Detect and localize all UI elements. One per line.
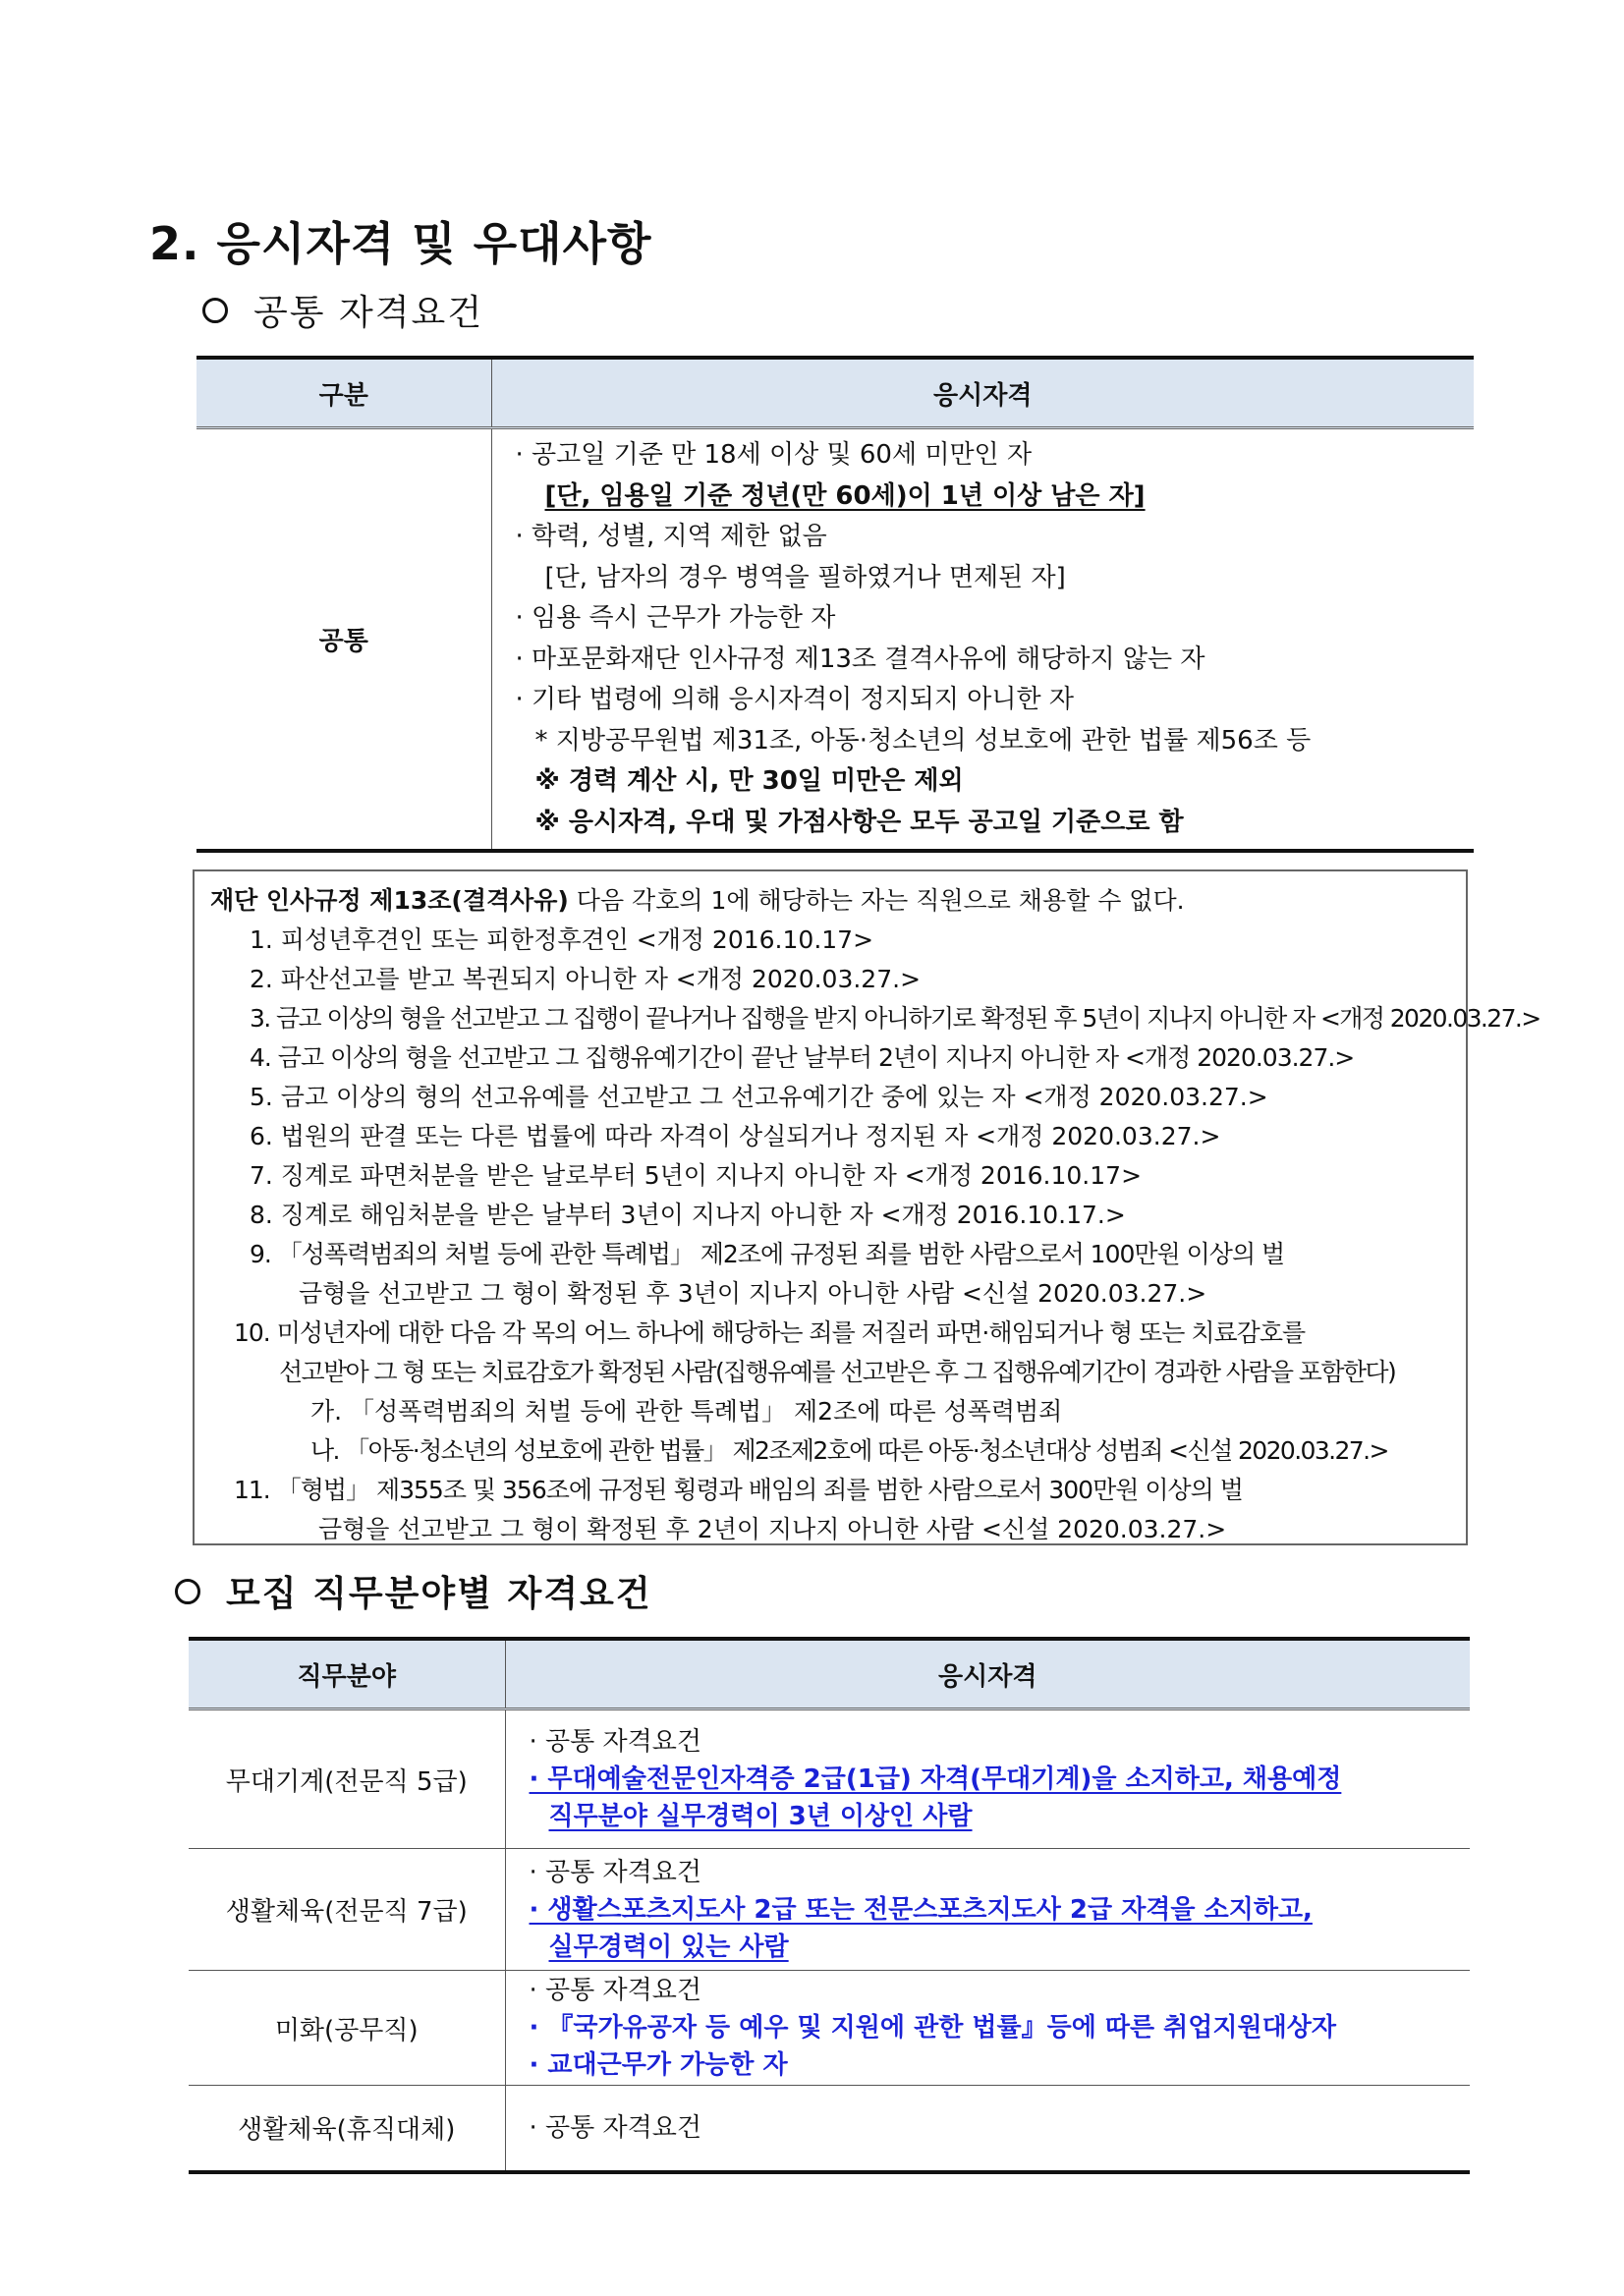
- table-row: [189, 1709, 1470, 1849]
- requirement-line: · 교대근무가 가능한 자: [529, 2050, 788, 2080]
- list-subitem: 가. 「성폭력범죄의 처벌 등에 관한 특례법」 제2조에 따른 성폭력범죄: [310, 1397, 1063, 1426]
- qualification-cell: [505, 1971, 1470, 2086]
- section-heading: 2. 응시자격 및 우대사항: [149, 217, 652, 270]
- requirement-line: · 공고일 기준 만 18세 이상 및 60세 미만인 자: [515, 440, 1033, 470]
- list-item: 4. 금고 이상의 형을 선고받고 그 집행유예기간이 끝난 날부터 2년이 지나지 아니한 자 <개정 2020.03.27.>: [250, 1043, 1355, 1072]
- list-item: 6. 법원의 판결 또는 다른 법률에 따라 자격이 상실되거나 정지된 자 <개정 2020.03.27.>: [250, 1122, 1221, 1150]
- requirement-note: * 지방공무원법 제31조, 아동·청소년의 성보호에 관한 법률 제56조 등: [534, 725, 1312, 756]
- list-item: 1. 피성년후견인 또는 피한정후견인 <개정 2016.10.17>: [250, 925, 874, 954]
- table-row: [189, 2086, 1470, 2172]
- job-field-cell: 생활체육(휴직대체): [189, 2086, 505, 2172]
- requirement-line: · 마포문화재단 인사규정 제13조 결격사유에 해당하지 않는 자: [515, 644, 1205, 674]
- requirement-line: · 『국가유공자 등 예우 및 지원에 관한 법률』등에 따른 취업지원대상자: [529, 2013, 1336, 2043]
- requirement-line: [단, 임용일 기준 정년(만 60세)이 1년 이상 남은 자]: [544, 480, 1146, 511]
- list-item-continued: 금형을 선고받고 그 형이 확정된 후 3년이 지나지 아니한 사람 <신설 2020.03.27.>: [299, 1279, 1207, 1308]
- requirement-line: · 기타 법령에 의해 응시자격이 정지되지 아니한 자: [515, 685, 1074, 714]
- table-header-row: [189, 1639, 1470, 1709]
- qualification-cell: [505, 2086, 1470, 2172]
- header-job-field: 직무분야: [189, 1639, 505, 1709]
- common-requirements-title-text: 공통 자격요건: [253, 293, 484, 333]
- qualification-cell: [505, 1849, 1470, 1971]
- disqualification-title-rest: 다음 각호의 1에 해당하는 자는 직원으로 채용할 수 없다.: [568, 886, 1185, 915]
- disqualification-title: [210, 881, 1450, 921]
- requirement-line: [단, 남자의 경우 병역을 필하였거나 면제된 자]: [544, 562, 1066, 592]
- list-item: 5. 금고 이상의 형의 선고유예를 선고받고 그 선고유예기간 중에 있는 자 <개정 2020.03.27.>: [250, 1083, 1268, 1111]
- requirement-note: ※ 경력 계산 시, 만 30일 미만은 제외: [534, 766, 964, 796]
- job-requirements-title-text: 모집 직무분야별 자격요건: [226, 1574, 652, 1614]
- requirement-line: · 공통 자격요건: [529, 1727, 701, 1757]
- list-item: 3. 금고 이상의 형을 선고받고 그 집행이 끝나거나 집행을 받지 아니하기로 확정된 후 5년이 지나지 아니한 자 <개정 2020.03.27.>: [250, 1004, 1540, 1033]
- table-header-row: [196, 358, 1474, 428]
- common-requirements-title: [202, 285, 483, 335]
- circle-bullet-icon: [175, 1579, 200, 1604]
- header-category: 구분: [196, 358, 491, 428]
- table-row: [189, 1971, 1470, 2086]
- requirement-line: · 공통 자격요건: [529, 2112, 701, 2143]
- requirement-line: · 공통 자격요건: [529, 1976, 701, 2005]
- list-subitem: 나. 「아동·청소년의 성보호에 관한 법률」 제2조제2호에 따른 아동·청소년대상 성범죄 <신설 2020.03.27.>: [310, 1436, 1388, 1465]
- table-row: [189, 1849, 1470, 1971]
- header-qualification: 응시자격: [505, 1639, 1470, 1709]
- requirement-line: · 공통 자격요건: [529, 1857, 701, 1887]
- list-item: 2. 파산선고를 받고 복권되지 아니한 자 <개정 2020.03.27.>: [250, 965, 922, 993]
- requirement-line: · 임용 즉시 근무가 가능한 자: [515, 603, 836, 633]
- job-requirements-table: [189, 1637, 1470, 2174]
- list-item: 8. 징계로 해임처분을 받은 날부터 3년이 지나지 아니한 자 <개정 2016.10.17.>: [250, 1201, 1126, 1229]
- qualification-cell: [491, 428, 1474, 852]
- qualification-cell: [505, 1709, 1470, 1849]
- requirement-line: · 생활스포츠지도사 2급 또는 전문스포츠지도사 2급 자격을 소지하고,: [529, 1894, 1313, 1925]
- list-item: 10. 미성년자에 대한 다음 각 목의 어느 하나에 해당하는 죄를 저질러 파면·해임되거나 형 또는 치료감호를: [234, 1318, 1306, 1347]
- disqualification-title-bold: 재단 인사규정 제13조(결격사유): [210, 886, 569, 915]
- common-requirements-table: [196, 356, 1474, 853]
- requirement-line: · 무대예술전문인자격증 2급(1급) 자격(무대기계)을 소지하고, 채용예정: [529, 1764, 1342, 1794]
- requirement-line: 직무분야 실무경력이 3년 이상인 사람: [548, 1802, 973, 1831]
- header-qualification: 응시자격: [491, 358, 1474, 428]
- list-item-continued: 금형을 선고받고 그 형이 확정된 후 2년이 지나지 아니한 사람 <신설 2020.03.27.>: [318, 1515, 1227, 1543]
- job-requirements-title: [175, 1566, 652, 1616]
- list-item: 11. 「형법」 제355조 및 356조에 규정된 횡령과 배임의 죄를 범한 사람으로서 300만원 이상의 벌: [234, 1476, 1243, 1504]
- list-item: 9. 「성폭력범죄의 처벌 등에 관한 특례법」 제2조에 규정된 죄를 범한 사람으로서 100만원 이상의 벌: [250, 1240, 1285, 1268]
- requirement-note: ※ 응시자격, 우대 및 가점사항은 모두 공고일 기준으로 함: [534, 807, 1184, 837]
- requirement-line: · 학력, 성별, 지역 제한 없음: [515, 522, 827, 551]
- table-row: [196, 428, 1474, 852]
- job-field-cell: 미화(공무직): [189, 1971, 505, 2086]
- circle-bullet-icon: [202, 298, 228, 323]
- job-field-cell: 무대기계(전문직 5급): [189, 1709, 505, 1849]
- requirement-line: 실무경력이 있는 사람: [548, 1932, 789, 1962]
- category-cell: 공통: [196, 428, 491, 852]
- job-field-cell: 생활체육(전문직 7급): [189, 1849, 505, 1971]
- list-item-continued: 선고받아 그 형 또는 치료감호가 확정된 사람(집행유예를 선고받은 후 그 집행유예기간이 경과한 사람을 포함한다): [279, 1358, 1396, 1386]
- disqualification-box: [193, 869, 1540, 1545]
- list-item: 7. 징계로 파면처분을 받은 날로부터 5년이 지나지 아니한 자 <개정 2016.10.17>: [250, 1161, 1143, 1190]
